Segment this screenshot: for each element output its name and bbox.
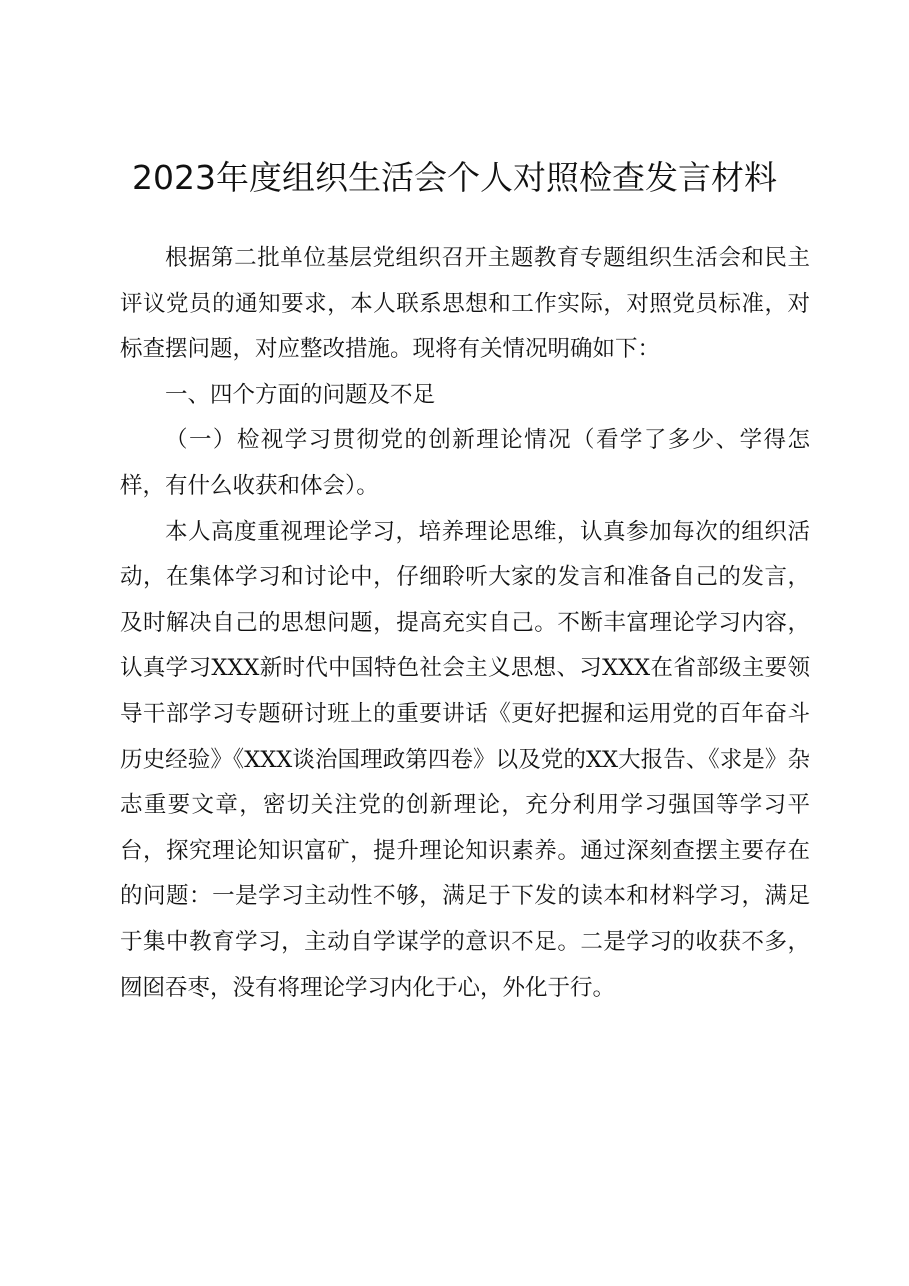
- document-body: [120, 236, 810, 1011]
- subsection-heading: （一）检视学习贯彻党的创新理论情况（看学了多少、学得怎样，有什么收获和体会）。: [120, 427, 810, 499]
- section-heading: 一、四个方面的问题及不足: [165, 381, 436, 408]
- intro-paragraph: 根据第二批单位基层党组织召开主题教育专题组织生活会和民主评议党员的通知要求，本人联系思想和工作实际，对照党员标准，对标查摆问题，对应整改措施。现将有关情况明确如下：: [120, 245, 810, 363]
- document-title: 2023年度组织生活会个人对照检查发言材料: [132, 158, 777, 197]
- body-paragraph: 本人高度重视理论学习，培养理论思维，认真参加每次的组织活动，在集体学习和讨论中，仔细聆听大家的发言和准备自己的发言，及时解决自己的思想问题，提高充实自己。不断丰富理论学习内容，认真学习XXX新时代中国特色社会主义思想、习XXX在省部级主要领导干部学习专题研讨班上的重要讲话《更好把握和运用党的百年奋斗历史经验》《XXX谈治国理政第四卷》以及党的XX大报告、《求是》杂志重要文章，密切关注党的创新理论，充分利用学习强国等学习平台，探究理论知识富矿，提升理论知识素养。通过深刻查摆主要存在的问题：一是学习主动性不够，满足于下发的读本和材料学习，满足于集中教育学习，主动自学谋学的意识不足。二是学习的收获不多，囫囵吞枣，没有将理论学习内化于心，外化于行。: [120, 518, 810, 1001]
